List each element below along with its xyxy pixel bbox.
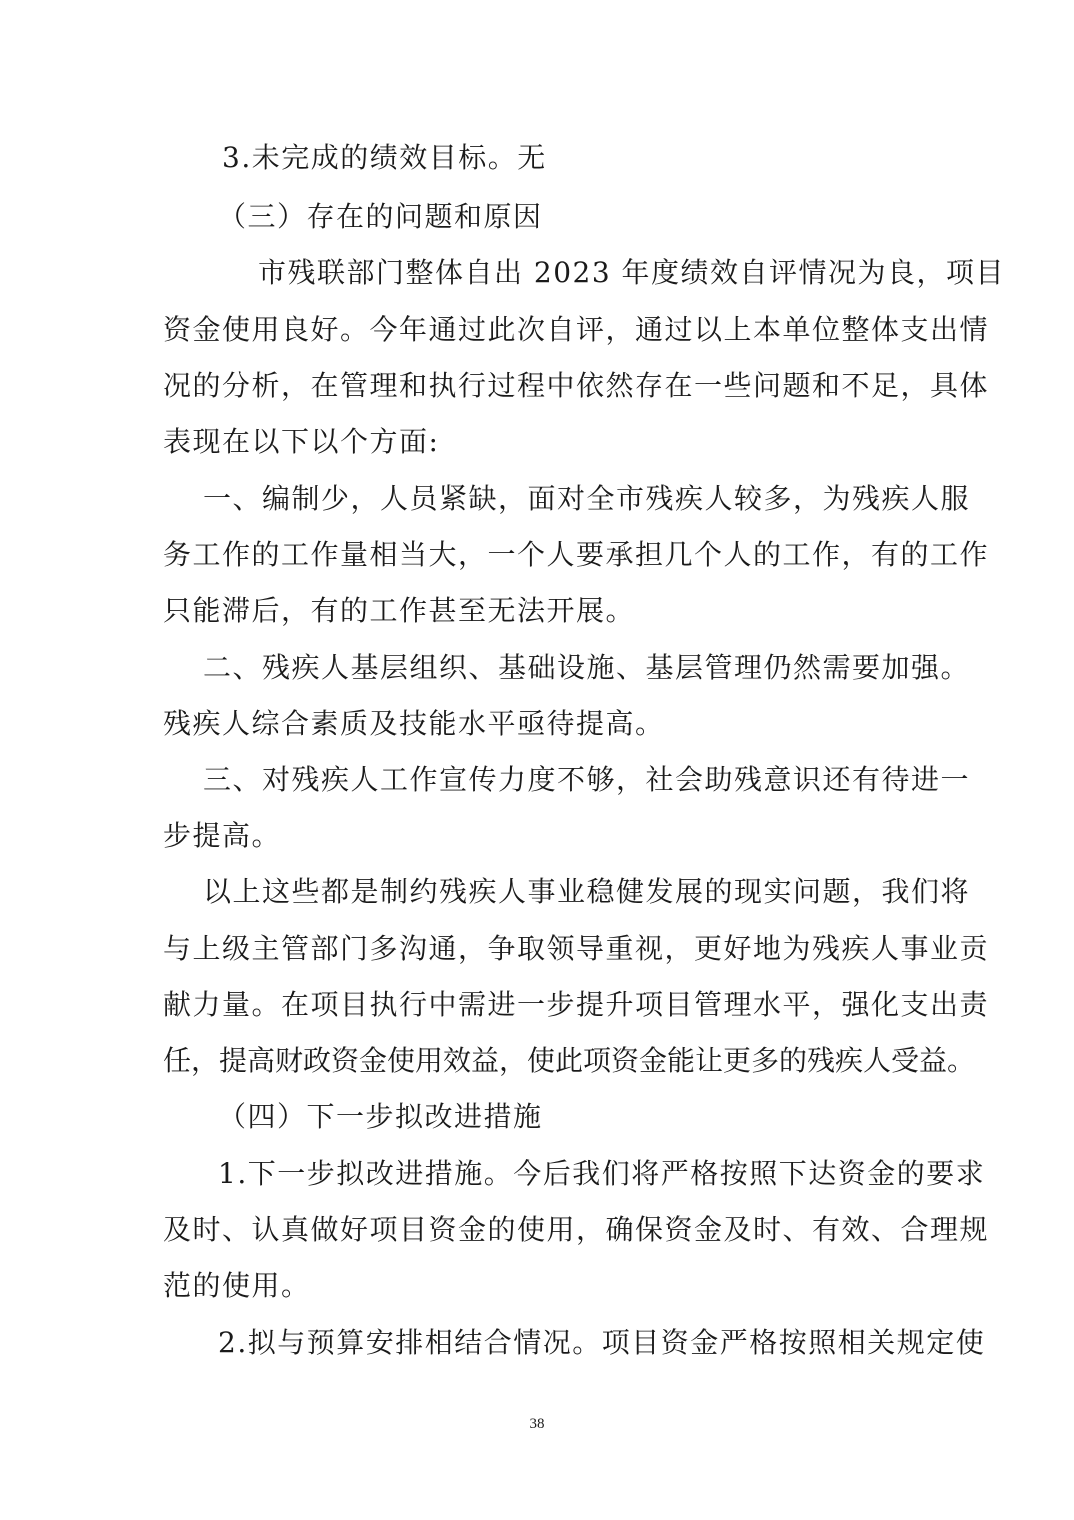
- paragraph-line: 范的使用。: [163, 1269, 311, 1302]
- paragraph-line: 与上级主管部门多沟通，争取领导重视，更好地为残疾人事业贡: [163, 932, 990, 965]
- paragraph-line: 残疾人综合素质及技能水平亟待提高。: [163, 707, 665, 740]
- paragraph-line: 任，提高财政资金使用效益，使此项资金能让更多的残疾人受益。: [163, 1044, 976, 1077]
- improvement-item-1: 1.下一步拟改进措施。今后我们将严格按照下达资金的要求: [218, 1157, 986, 1190]
- paragraph-line: 表现在以下以个方面:: [163, 425, 440, 458]
- item-3-unfinished-goals: 3.未完成的绩效目标。无: [222, 141, 547, 174]
- paragraph-line: 况的分析，在管理和执行过程中依然存在一些问题和不足，具体: [163, 369, 990, 402]
- paragraph-line: 及时、认真做好项目资金的使用，确保资金及时、有效、合理规: [163, 1213, 990, 1246]
- paragraph-line: 市残联部门整体自出 2023 年度绩效自评情况为良，项目: [258, 256, 1006, 289]
- paragraph-line: 资金使用良好。今年通过此次自评，通过以上本单位整体支出情: [163, 313, 990, 346]
- page-number: 38: [529, 1416, 545, 1432]
- section-heading-3: （三）存在的问题和原因: [218, 200, 543, 233]
- paragraph-line: 务工作的工作量相当大，一个人要承担几个人的工作，有的工作: [163, 538, 990, 571]
- improvement-item-2: 2.拟与预算安排相结合情况。项目资金严格按照相关规定使: [218, 1326, 986, 1359]
- list-item-1: 一、编制少，人员紧缺，面对全市残疾人较多，为残疾人服: [203, 482, 971, 515]
- list-item-2: 二、残疾人基层组织、基础设施、基层管理仍然需要加强。: [203, 651, 971, 684]
- paragraph-line: 以上这些都是制约残疾人事业稳健发展的现实问题，我们将: [203, 875, 971, 908]
- section-heading-4: （四）下一步拟改进措施: [218, 1100, 543, 1133]
- list-item-3: 三、对残疾人工作宣传力度不够，社会助残意识还有待进一: [203, 763, 971, 796]
- paragraph-line: 献力量。在项目执行中需进一步提升项目管理水平，强化支出责: [163, 988, 990, 1021]
- paragraph-line: 只能滞后，有的工作甚至无法开展。: [163, 594, 636, 627]
- paragraph-line: 步提高。: [163, 819, 282, 852]
